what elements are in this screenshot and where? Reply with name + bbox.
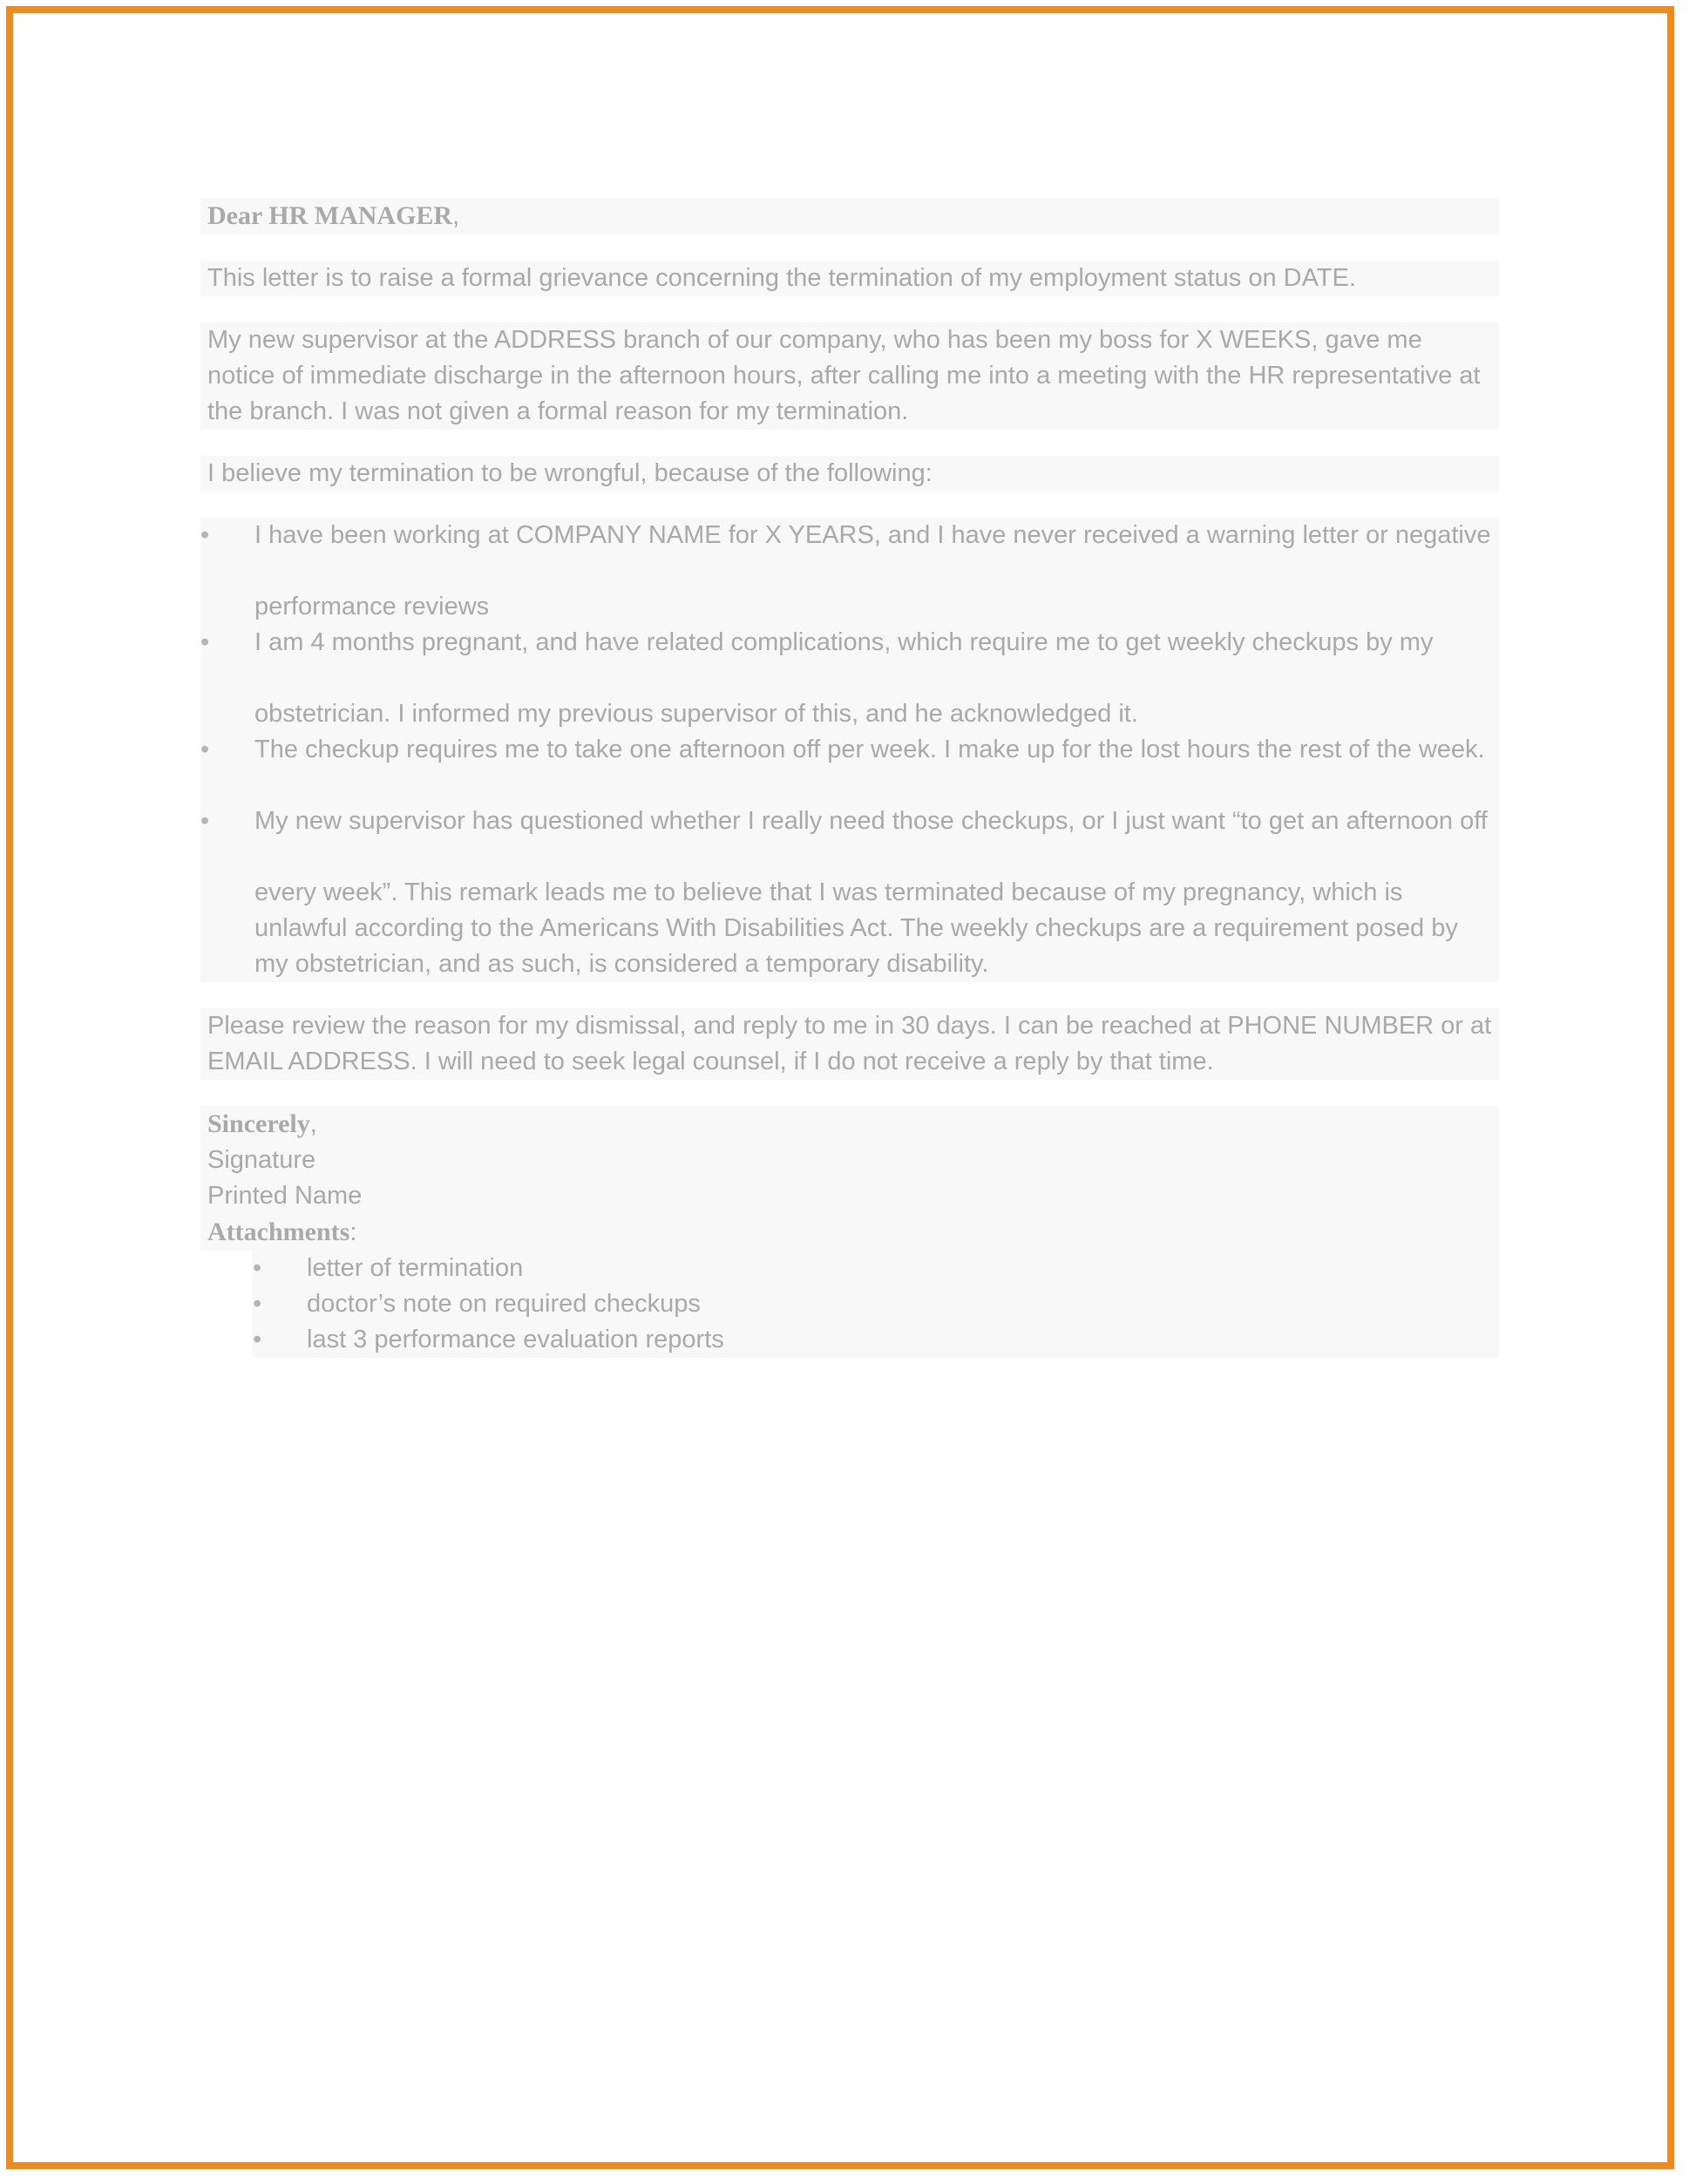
closing-salutation — [200, 1106, 1499, 1143]
spacer — [200, 296, 1499, 322]
salutation-punctuation: , — [452, 202, 460, 230]
list-item-text: doctor’s note on required checkups — [307, 1290, 701, 1318]
bullet-icon: • — [200, 807, 210, 835]
closing-text: Sincerely — [207, 1109, 310, 1138]
paragraph-reasons-intro: I believe my termination to be wrongful, because of the following: — [200, 456, 1499, 492]
reasons-list — [200, 518, 1499, 982]
bullet-icon: • — [200, 736, 210, 763]
bullet-icon: • — [200, 628, 210, 656]
grievance-letter-body — [200, 198, 1499, 1358]
spacer — [200, 1080, 1499, 1106]
list-item-text: My new supervisor has questioned whether I really need those checkups, or I just want “to get an afternoon off every week”. This remark leads me to believe that I was terminated because of my pregnancy, which is unlawful according to the Americans With Disabilities Act. The weekly checkups are a requirement posed by my obstetrician, and as such, is considered a temporary disability. — [254, 807, 1488, 978]
bullet-icon: • — [253, 1290, 262, 1318]
printed-name-placeholder: Printed Name — [200, 1178, 1499, 1214]
spacer — [200, 982, 1499, 1008]
closing-punctuation: , — [309, 1110, 317, 1138]
list-item-text: I am 4 months pregnant, and have related complications, which require me to get weekly checkups by my obstetrician. I informed my previous supervisor of this, and he acknowledged it. — [254, 628, 1434, 728]
bullet-icon: • — [253, 1326, 262, 1353]
paragraph-opening: This letter is to raise a formal grievance concerning the termination of my employment status on DATE. — [200, 261, 1499, 296]
list-item — [253, 1322, 1499, 1358]
list-item — [200, 732, 1499, 804]
list-item-text: I have been working at COMPANY NAME for X YEARS, and I have never received a warning letter or negative performance reviews — [254, 521, 1491, 621]
attachments-heading — [200, 1214, 1499, 1251]
attachments-list — [253, 1251, 1499, 1358]
attachments-heading-text: Attachments — [207, 1217, 350, 1246]
bullet-icon: • — [253, 1254, 262, 1282]
spacer — [200, 492, 1499, 518]
paragraph-circumstances: My new supervisor at the ADDRESS branch of our company, who has been my boss for X WEEKS, gave me notice of immediate discharge in the afternoon hours, after calling me into a meeting with the HR representative at the branch. I was not given a formal reason for my termination. — [200, 322, 1499, 430]
list-item-text: letter of termination — [307, 1254, 524, 1282]
list-item-text: The checkup requires me to take one afternoon off per week. I make up for the lost hours the rest of the week. — [254, 736, 1485, 763]
list-item — [200, 518, 1499, 625]
salutation — [200, 198, 1499, 234]
page-border-frame — [6, 6, 1674, 2169]
bullet-icon: • — [200, 521, 210, 549]
attachments-list-container — [253, 1251, 1499, 1358]
attachments-heading-punctuation: : — [349, 1218, 357, 1246]
signature-placeholder: Signature — [200, 1143, 1499, 1178]
spacer — [200, 430, 1499, 456]
paragraph-closing-request: Please review the reason for my dismissal, and reply to me in 30 days. I can be reached at PHONE NUMBER or at EMAIL ADDRESS. I will need to seek legal counsel, if I do not receive a reply by that time. — [200, 1008, 1499, 1080]
list-item — [253, 1251, 1499, 1286]
spacer — [200, 234, 1499, 261]
document-page — [13, 13, 1667, 2162]
list-item — [200, 625, 1499, 732]
salutation-text: Dear HR MANAGER — [207, 201, 453, 230]
list-item — [253, 1286, 1499, 1322]
list-item — [200, 804, 1499, 982]
list-item-text: last 3 performance evaluation reports — [307, 1326, 724, 1353]
